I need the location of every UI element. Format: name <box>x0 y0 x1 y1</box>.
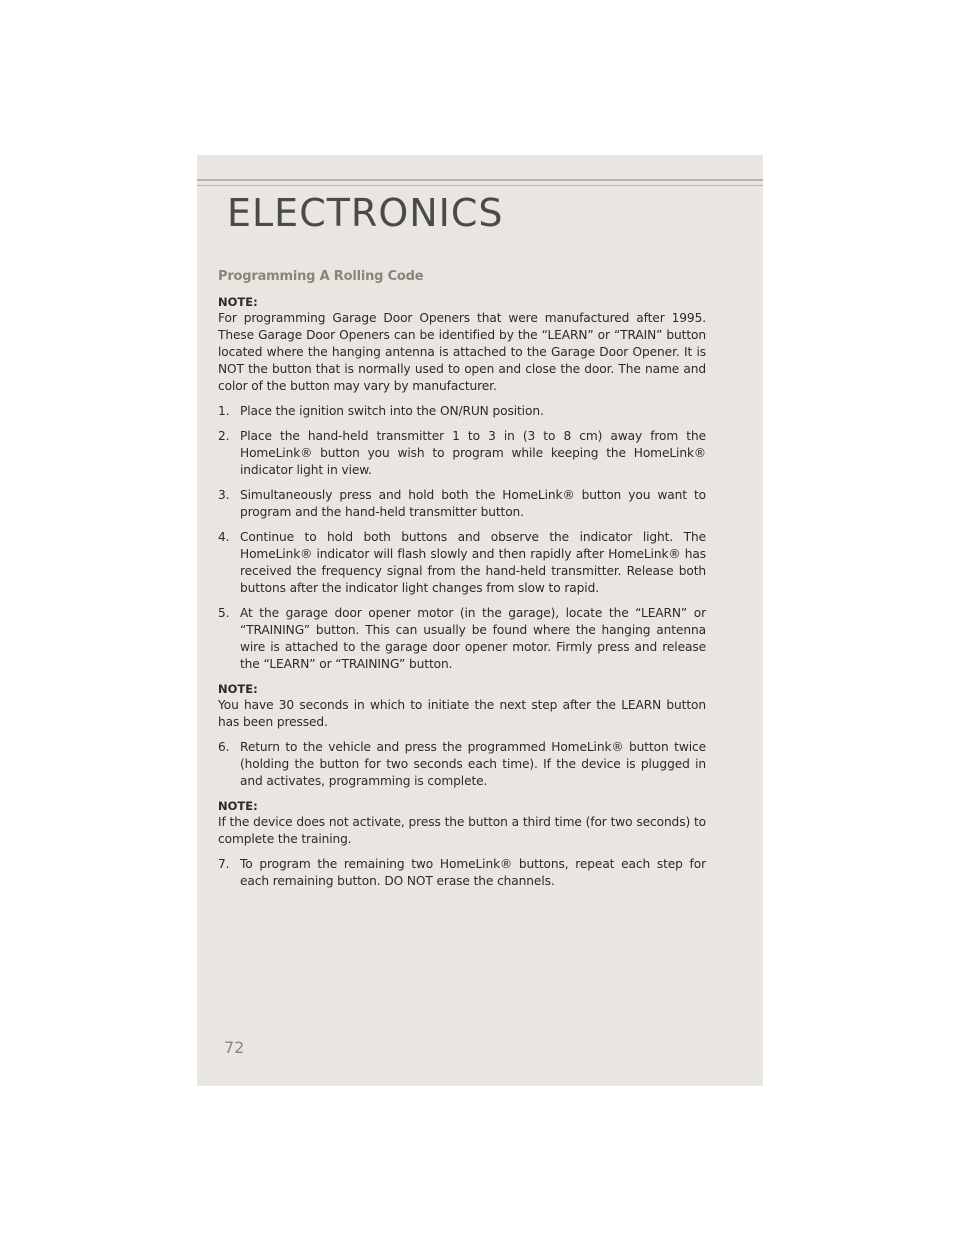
step-text: Place the hand-held transmitter 1 to 3 in (3 to 8 cm) away from the HomeLink® button you wish to program while keeping the HomeLink® indicator light in view. <box>240 429 706 477</box>
section-title: ELECTRONICS <box>227 191 504 235</box>
step-number: 5. <box>218 606 230 620</box>
step-text: Return to the vehicle and press the programmed HomeLink® button twice (holding the button for two seconds each time). If the device is plugged in and activates, programming is complete. <box>240 740 706 788</box>
note-label: NOTE: <box>218 295 258 309</box>
note-label: NOTE: <box>218 799 258 813</box>
step-item <box>218 856 706 890</box>
step-item <box>218 487 706 521</box>
step-item <box>218 403 706 420</box>
step-number: 2. <box>218 429 230 443</box>
header-rule-top <box>197 179 763 181</box>
intro-note-text: For programming Garage Door Openers that were manufactured after 1995. These Garage Door Openers can be identified by the “LEARN” or “TRAIN” button located where the hanging antenna is attached to the Garage Door Opener. It is NOT the button that is normally used to open and close the door. The name and color of the button may vary by manufacturer. <box>218 311 706 393</box>
step-number: 3. <box>218 488 230 502</box>
header-rule-bottom <box>197 185 763 186</box>
step-text: Simultaneously press and hold both the HomeLink® button you want to program and the hand-held transmitter button. <box>240 488 706 519</box>
step-text: At the garage door opener motor (in the garage), locate the “LEARN” or “TRAINING” button. This can usually be found where the hanging antenna wire is attached to the garage door opener motor. Firmly press and release the “LEARN” or “TRAINING” button. <box>240 606 706 671</box>
note-label: NOTE: <box>218 682 258 696</box>
page-number: 72 <box>224 1038 245 1057</box>
subsection-heading: Programming A Rolling Code <box>218 269 424 284</box>
page-content <box>218 268 706 898</box>
manual-page <box>197 155 763 1086</box>
step-text: To program the remaining two HomeLink® buttons, repeat each step for each remaining button. DO NOT erase the channels. <box>240 857 706 888</box>
step-text: Place the ignition switch into the ON/RUN position. <box>240 404 544 418</box>
step-text: Continue to hold both buttons and observe the indicator light. The HomeLink® indicator will flash slowly and then rapidly after HomeLink® has received the frequency signal from the hand-held transmitter. Release both buttons after the indicator light changes from slow to rapid. <box>240 530 706 595</box>
step-number: 6. <box>218 740 230 754</box>
step-item <box>218 739 706 790</box>
step-item <box>218 428 706 479</box>
note-text: You have 30 seconds in which to initiate the next step after the LEARN button has been pressed. <box>218 698 706 729</box>
step-number: 4. <box>218 530 230 544</box>
step-item <box>218 529 706 597</box>
step-number: 7. <box>218 857 230 871</box>
step-number: 1. <box>218 404 230 418</box>
note-text: If the device does not activate, press the button a third time (for two seconds) to complete the training. <box>218 815 706 846</box>
step-item <box>218 605 706 673</box>
